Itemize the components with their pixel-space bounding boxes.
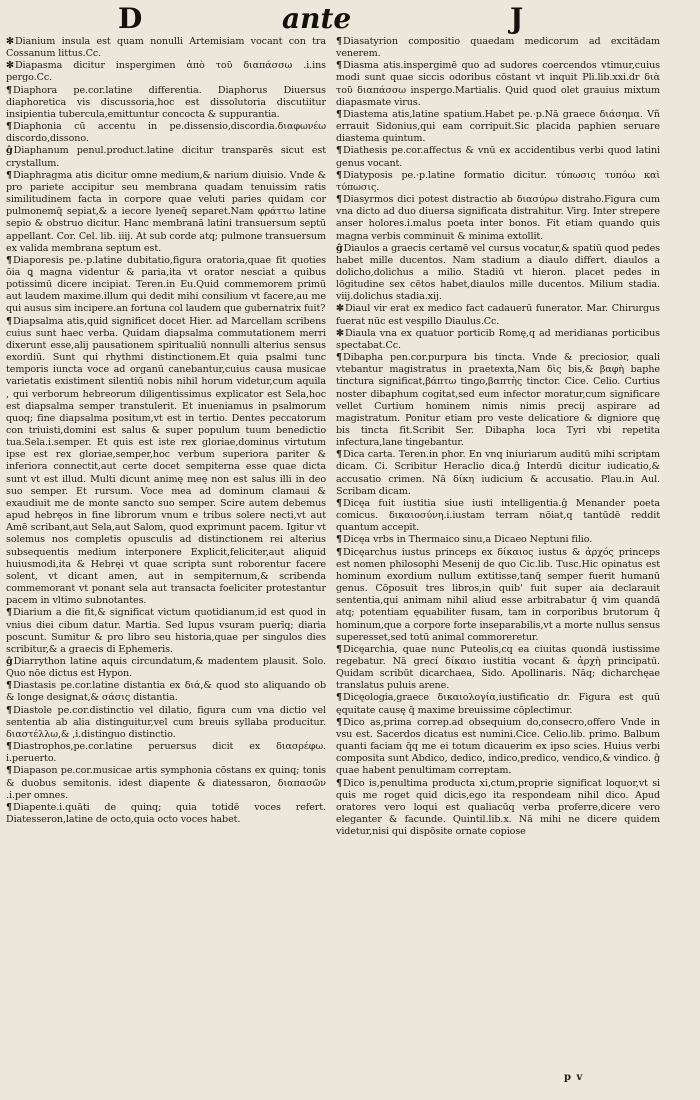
entry-marker: ¶ xyxy=(336,534,343,546)
entry-text: Diapente.i.quāti de quinq; quia totidē voces refert. Diatesseron,latine de octo,quia octo voces habet. xyxy=(6,801,326,825)
dictionary-entry xyxy=(6,607,326,656)
dictionary-entry xyxy=(336,717,660,778)
dictionary-entry xyxy=(6,316,326,608)
entry-text: Dicęa fuit iustitia siue iusti intelligentia.ĝ Menander poeta comicus. δικαιοσύνη.i.iustam terram nōiat,q tantūdē reddit quantum accepit. xyxy=(336,497,660,534)
entry-marker: ¶ xyxy=(336,692,343,704)
entry-text: Diarrython latine aquis circundatum,& madentem plausit. Solo. Quo nōe dictus est Hypon. xyxy=(6,655,326,680)
dictionary-entry xyxy=(336,170,660,194)
entry-marker: ¶ xyxy=(6,607,13,619)
entry-marker: ¶ xyxy=(6,680,13,692)
entry-marker: ĝ xyxy=(6,145,13,157)
running-head xyxy=(0,2,700,36)
header-right-letter: J xyxy=(510,2,524,35)
entry-text: Dico is,penultima producta xi,ctum,proprie significat loquor,vt si quis me roget quid dicis,ego ita respondeam nihil dico. Apud oratores vero loqui est qualiacūq verba proferre,dicere vero eleganter & facunde. Quintil.lib.x. Nā mihi ne dicere quidem videtur,nisi qui dispōsite ornate copiose xyxy=(336,777,660,838)
dictionary-entry xyxy=(336,36,660,60)
dictionary-entry xyxy=(6,121,326,145)
header-left-letter: D xyxy=(118,2,143,35)
dictionary-entry xyxy=(336,449,660,498)
entry-text: Diaula vna ex quatuor porticib Romę,q ad meridianas porticibus spectabat.Cc. xyxy=(336,327,660,351)
dictionary-entry xyxy=(336,60,660,109)
entry-text: Diaphragma atis dicitur omne medium,& narium diuisio. Vnde & pro pariete accipitur seu membrana quadam tenuissim ratis similitudinem facta in corpore quae veluti paries quidam cor pulmonemq̄ sepiat,& a iecore lyeneq̄ separet.Nam φράττω latine sepio & obstruo dicitur. Hanc membranā latini transuersum septū appellant. Cor. Cel. lib. iiij. At sub corde atq; pulmone transuersum ex valida membrana septum est. xyxy=(6,169,326,254)
entry-text: Diapason pe.cor.musicae artis symphonia cōstans ex quinq; tonis & duobus semitonis. idest diapente & diatessaron, διαπασῶν .i.per omnes. xyxy=(6,765,326,801)
entry-text: Dicęologia,graece δικαιολογία,iustificatio dr. Figura est quū ęquitate causę q̄ maxime breuissime cōplectimur. xyxy=(336,692,660,716)
entry-text: Diasyrmos dici potest distractio ab διασύρω distraho.Figura cum vna dicto ad duo diuersa significata distrahitur. Virg. Inter strepere anser holores.i.malus poeta inter bonos. Fit etiam quando quis magna verbis comminuit & minima extollit. xyxy=(336,194,660,242)
dictionary-entry xyxy=(6,85,326,121)
entry-marker: ĝ xyxy=(336,242,343,254)
entry-marker: ¶ xyxy=(336,60,343,72)
entry-marker: ¶ xyxy=(336,546,343,558)
entry-marker: ¶ xyxy=(6,254,13,266)
entry-marker: ¶ xyxy=(6,765,13,777)
entry-marker: ¶ xyxy=(6,315,13,327)
entry-text: Diastole pe.cor.distinctio vel dilatio, figura cum vna dictio vel sententia ab alia distinguitur,vel cum breuis syllaba producitur. διαστέλλω,& ,i.distinguo distinctio. xyxy=(6,704,326,740)
entry-marker: ✻ xyxy=(6,36,14,47)
dictionary-entry xyxy=(6,255,326,316)
dictionary-entry xyxy=(336,243,660,304)
entry-text: Dicęa vrbs in Thermaico sinu,a Dicaeo Neptuni filio. xyxy=(343,534,593,546)
right-column xyxy=(336,36,660,838)
dictionary-entry xyxy=(336,692,660,716)
entry-marker: ¶ xyxy=(336,716,343,728)
entry-text: Dianium insula est quam nonulli Artemisiam vocant con tra Cossanum littus.Cc. xyxy=(6,36,326,60)
dictionary-entry xyxy=(6,680,326,704)
entry-text: Dica carta. Teren.in phor. En vnq iniuriarum auditū mihi scriptam dicam. Ci. Scribitur Heraclio dica.ĝ Interdū dicitur iudicatio,& accusatio crimen. Nā δίκη iudicium & accusatio. Plau.in Aul. Scribam dicam. xyxy=(336,449,660,497)
entry-text: Diapsalma atis,quid significet docet Hier. ad Marcellam scribens cuius sunt haec verba. Quidam diapsalma commutationem merri dixerunt esse,alij pausationem spiritualiū nonnulli alterius sensus exordiū. Sunt qui rhythmi distinctionem.Et quia psalmi tunc temporis iuncta voce ad organū canebantur,cuius causa musicae varietatis existiment silentiū nobis nihil horum videtur,cum aquila , qui verborum hebreorum diligentissimus explicator est Sela,hoc est diapsalma semper transtulerit. Et inueniamus in psalmorum quoq; fine diapsalma positum,vt est in tertio. Dentes peccatorum con triuisti,domini est salus & super populum tuum benedictio tua.Sela.i.semper. Et quis est iste rex gloriae,dominus virtutum ipse est rex gloriae,semper,hoc verbum superiora pariter & inferiora connectit,aut certe docet sempiterna esse quae dicta sunt vt est illud. Multi dicunt animę meę non est salus illi in deo suo semper. Et rursum. Voce mea ad dominum clamaui & exaudiuit me de monte sancto suo semper. Scire autem debemus apud hebręos in fine librorum vnum e tribus solere necti,vt aut Amē scribant,aut Sela,aut Salom, quod exprimunt pacem. Igitur vt solemus nos completis opusculis ad distinctionem rei alterius subsequentis medium interponere Explicit,feliciter,aut aliquid huiusmodi,ita & Hebręi vt quae scripta sunt roborentur facere solent, vt dicant amen, aut in sempiternum,& scribenda commemorant vt ponant sela aut transacta foeliciter protestantur pacem in vltimo subnotantes. xyxy=(6,315,326,607)
dictionary-entry xyxy=(336,109,660,145)
entry-marker: ¶ xyxy=(6,84,13,96)
entry-text: Diaul vir erat ex medico fact cadauerū funerator. Mar. Chirurgus fuerat nūc est vespillo Diaulus.Cc. xyxy=(336,303,660,327)
entry-marker: ¶ xyxy=(6,704,13,716)
entry-marker: ¶ xyxy=(336,777,343,789)
dictionary-entry xyxy=(6,145,326,169)
entry-marker: ĝ xyxy=(6,655,13,667)
entry-text: Diaporesis pe.·p.latine dubitatio,figura oratoria,quae fit quoties ōia ꝗ magna videntur & paria,ita vt orator nesciat a quibus potissimū dicere incipiat. Teren.in Eu.Quid commemorem primū aut laudem maxime.illum qui dedit mihi consilium vt facere,au me qui ausus sim incipere.an fortuna col laudem que gubernatrix fuit? xyxy=(6,254,326,315)
entry-text: Diatyposis pe.·p.latine formatio dicitur. τύπωσις τυπόω καὶ τύπωσις. xyxy=(336,169,660,193)
entry-text: Diaphonia cū accentu in pe.dissensio,discordia.διαφωνέω discordo,dissono. xyxy=(6,121,326,145)
entry-marker: ¶ xyxy=(336,497,343,509)
entry-text: Diaulos a graecis certamē vel cursus vocatur,& spatiū quod pedes habet mille ducentos. Nam stadium a diaulo differt. diaulos a dolicho,dolichus a milio. Stadiū vt hieron. placet pedes in lōgitudine sex cētos habet,diaulos mille ducentos. Milium stadia. viij.dolichus stadia.xij. xyxy=(336,242,660,303)
entry-marker: ¶ xyxy=(336,36,343,47)
dictionary-entry xyxy=(336,194,660,243)
entry-text: Dico as,prima correp.ad obsequium do,consecro,offero Vnde in vsu est. Sacerdos dicatus est numini.Cice. Celio.lib. primo. Balbum quanti faciam q̄q me ei totum dicauerim ex ipso scies. Huius verbi composita sunt Abdico, dedico, indico,predico, vendico,& vindico. ĝ quae habent penultimam correptam. xyxy=(336,716,660,777)
entry-marker: ¶ xyxy=(6,169,13,181)
signature-mark: p v xyxy=(564,1072,584,1083)
dictionary-entry xyxy=(336,303,660,327)
entry-marker: ¶ xyxy=(336,108,343,120)
entry-marker: ✻ xyxy=(336,303,344,315)
entry-text: Diastasis pe.cor.latine distantia ex διά,& quod sto aliquando ob & longe designat,& σάσις distantia. xyxy=(6,680,326,704)
dictionary-entry xyxy=(6,802,326,826)
dictionary-entry xyxy=(336,352,660,449)
entry-text: Diathesis pe.cor.affectus & vnū ex accidentibus verbi quod latini genus vocant. xyxy=(336,145,660,169)
entry-text: Diastema atis,latine spatium.Habet pe.·p.Nā graece διάσημα. Vñ errauit Sidonius,qui eam corripuit.Sic placida paphien seruare diastema quintum. xyxy=(336,108,660,145)
entry-text: Diasatyrion compositio quaedam medicorum ad excitādam venerem. xyxy=(336,36,660,60)
dictionary-entry xyxy=(6,656,326,680)
dictionary-entry xyxy=(6,705,326,741)
dictionary-entry xyxy=(336,644,660,693)
entry-marker: ¶ xyxy=(336,169,343,181)
entry-text: Diarium a die fit,& significat victum quotidianum,id est quod in vnius diei cibum datur. Martia. Sed lupus vsuram puerīq; diaria poscunt. Sumitur & pro libro seu historia,quae per singulos dies scribitur,& a graecis di Ephemeris. xyxy=(6,607,326,655)
dictionary-entry xyxy=(6,60,326,84)
entry-text: Dicęarchus iustus princeps ex δίκαιος iustus & ἀρχός princeps est nomen philosophi Mesenij de quo Cic.lib. Tusc.Hic opinatus est hominum exordium nullum extitisse,tanq̄ semper fuerit humanū genus. Cōposuit tres libros,in quib' fuit super aia declarauit sententia,qui animam nihil aliud esse arbitrabatur q̄ vim quandā atq; potentiam ęquabiliter fusam, tam in corporibus brutorum q̄ hominum,que a corpore forte inseparabilis,vt a morte nullus sensus superesset,sed totū animal commoreretur. xyxy=(336,546,660,643)
entry-text: Diaphora pe.cor.latine differentia. Diaphorus Diuersus diaphoretica vis discussoria,hoc est dissolutoria discutiitur insipientia tubercula,emittuntur concocta & suppurantia. xyxy=(6,84,326,120)
entry-text: Dicęarchia, quae nunc Puteolis,cq ea ciuitas quondā iustissime regebatur. Nā grecí δίκαιο iustitia vocant & ἀρχὴ principatū. Quidam scribūt dicarchaea, Sido. Apollinaris. Nāq; dicharchęae translatus puluis arene. xyxy=(336,643,660,692)
entry-marker: ¶ xyxy=(6,801,13,813)
dictionary-entry xyxy=(336,328,660,352)
dictionary-entry xyxy=(6,765,326,801)
dictionary-entry xyxy=(336,145,660,169)
header-center-word: ante xyxy=(282,2,352,35)
dictionary-entry xyxy=(336,534,660,546)
entry-marker: ¶ xyxy=(6,741,13,753)
entry-marker: ✻ xyxy=(336,327,344,339)
dictionary-entry xyxy=(6,36,326,60)
entry-text: Diapasma dicitur inspergimen ἀπὸ τοῦ διαπάσσω .i.ins pergo.Cc. xyxy=(6,60,326,84)
entry-marker: ¶ xyxy=(336,352,343,364)
entry-marker: ¶ xyxy=(336,643,343,655)
dictionary-entry xyxy=(336,498,660,534)
entry-marker: ¶ xyxy=(336,449,343,461)
dictionary-entry xyxy=(6,170,326,255)
entry-marker: ¶ xyxy=(336,145,343,157)
entry-text: Dibapha pen.cor.purpura bis tincta. Vnde & preciosior, quali vtebantur magistratus in praetexta,Nam δὶς bis,& βαφὴ baphe tinctura significat,βάπτω tingo,βαπτὴς tinctor. Cice. Celio. Curtius noster dibaphum cogitat,sed eum infector moratur,cum significare vellet Curtium hominem nimis nimis precij aspirare ad magistratum. Ponitur etiam pro veste delicatiore & digniore quę bis tincta fit.Scribit Ser. Dibapha loca Tyri vbi repetita infectura,lane tingebantur. xyxy=(336,352,660,449)
entry-text: Diasma atis.inspergimē quo ad sudores coercendos vtimur,cuius modi sunt quae siccis odoribus cōstant vt inquit Pli.lib.xxi.dr διὰ τοῦ διαπάσσω inspergo.Martialis. Quid quod olet grauius mixtum diapasmate virus. xyxy=(336,60,660,108)
dictionary-entry xyxy=(6,741,326,765)
dictionary-entry xyxy=(336,778,660,839)
entry-marker: ✻ xyxy=(6,60,14,72)
entry-marker: ¶ xyxy=(336,194,343,206)
entry-text: Diastrophos,pe.cor.latine peruersus dicit ex διασρέφω. i.peruerto. xyxy=(6,741,326,765)
entry-marker: ¶ xyxy=(6,121,13,133)
entry-text: Diaphanum penul.product.latine dicitur transparēs sicut est crystallum. xyxy=(6,145,326,169)
left-column xyxy=(6,36,326,826)
dictionary-entry xyxy=(336,547,660,644)
